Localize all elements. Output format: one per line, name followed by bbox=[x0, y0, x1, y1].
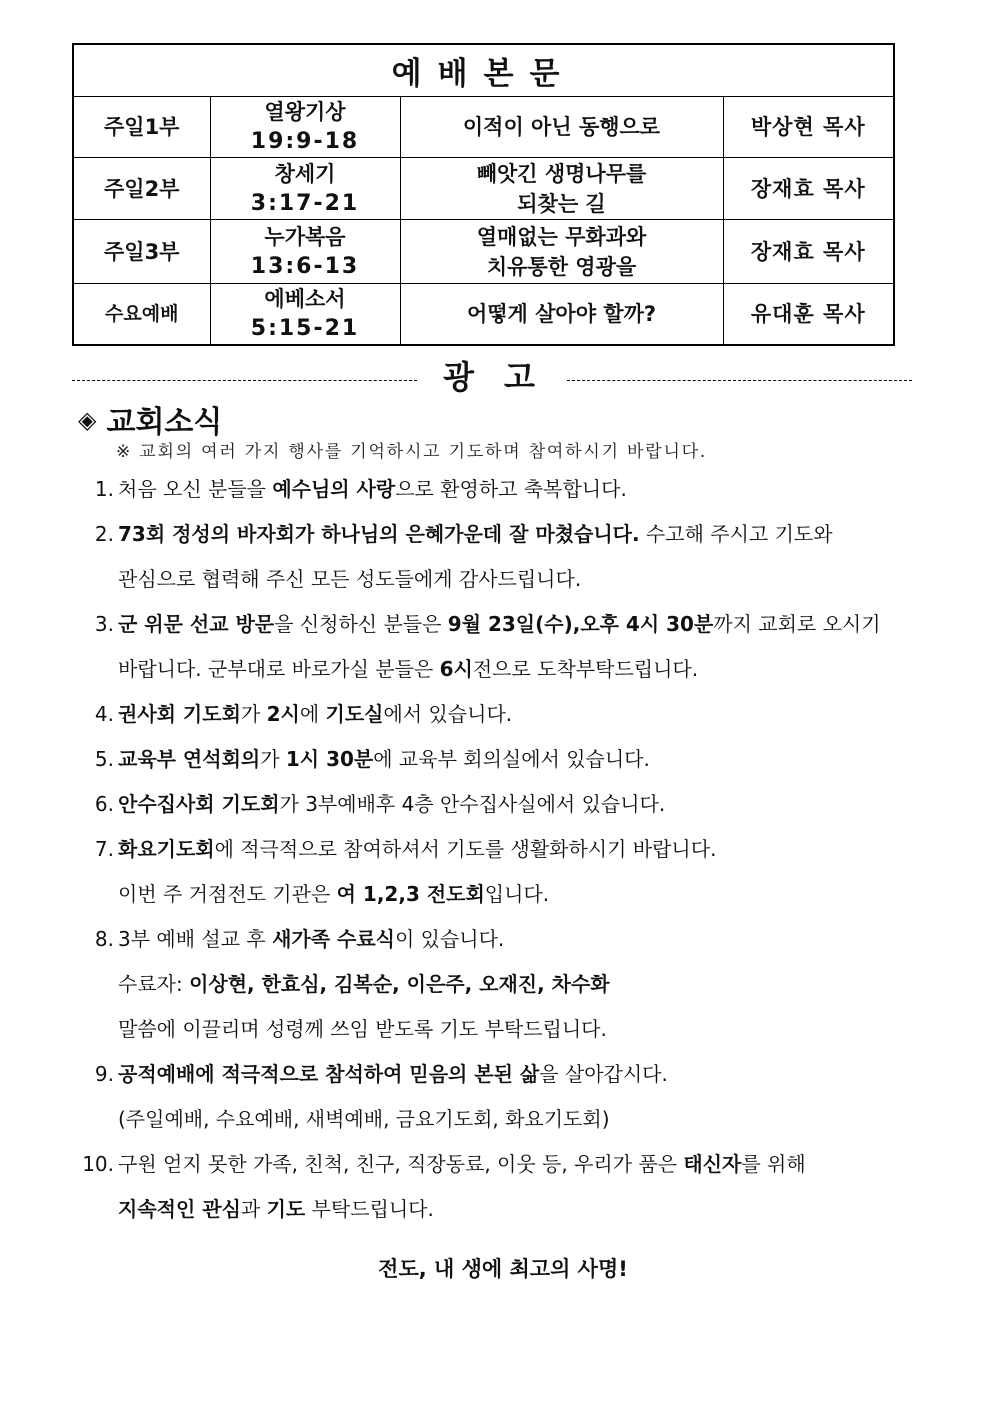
plain-text: 전으로 도착부탁드립니다. bbox=[472, 657, 699, 681]
sermon-title-cell bbox=[400, 220, 723, 284]
news-item-text bbox=[118, 1147, 806, 1181]
news-item-text bbox=[118, 517, 833, 551]
news-item bbox=[70, 1057, 920, 1102]
emphasis-text: 공적예배에 적극적으로 참석하여 믿음의 본된 삶 bbox=[118, 1062, 540, 1086]
schedule-row bbox=[73, 220, 894, 284]
church-news-heading bbox=[78, 397, 222, 441]
news-item-text bbox=[118, 922, 504, 956]
scripture-book: 창세기 bbox=[274, 161, 336, 186]
news-item-continuation bbox=[70, 1012, 920, 1057]
news-item-number: 3. bbox=[94, 612, 114, 636]
plain-text: 에 bbox=[299, 702, 326, 726]
scripture-ref: 3:17-21 bbox=[250, 190, 360, 216]
emphasis-text: 73회 정성의 바자회가 하나님의 은혜가운데 잘 마쳤습니다. bbox=[118, 522, 640, 546]
news-item bbox=[70, 517, 920, 562]
plain-text: 에 교육부 회의실에서 있습니다. bbox=[373, 747, 650, 771]
news-item bbox=[70, 607, 920, 652]
emphasis-text: 9월 23일(수),오후 4시 30분 bbox=[447, 612, 714, 636]
news-item-text bbox=[118, 832, 716, 866]
news-item-number: 8. bbox=[94, 927, 114, 951]
service-name: 주일3부 bbox=[73, 220, 210, 284]
dashed-rule-right bbox=[567, 380, 912, 381]
plain-text: 이 있습니다. bbox=[394, 927, 505, 951]
plain-text: 에서 있습니다. bbox=[383, 702, 513, 726]
service-name: 주일1부 bbox=[73, 97, 210, 158]
news-item-text bbox=[118, 1192, 434, 1226]
plain-text: 수고해 주시고 기도와 bbox=[639, 522, 833, 546]
preacher-name: 장재효 목사 bbox=[723, 158, 894, 220]
diamond-icon: ◈ bbox=[78, 404, 97, 434]
church-news-title: 교회소식 bbox=[106, 405, 223, 440]
emphasis-text: 안수집사회 기도회 bbox=[118, 792, 280, 816]
emphasis-text: 2시 bbox=[266, 702, 300, 726]
emphasis-text: 1시 30분 bbox=[285, 747, 374, 771]
sermon-title-line: 열매없는 무화과와 bbox=[476, 224, 647, 249]
news-notice: ※ 교회의 여러 가지 행사를 기억하시고 기도하며 참여하시기 바랍니다. bbox=[116, 442, 708, 462]
plain-text: 말씀에 이끌리며 성령께 쓰임 받도록 기도 부탁드립니다. bbox=[118, 1017, 607, 1041]
scripture-book: 누가복음 bbox=[264, 224, 346, 249]
dashed-rule-left bbox=[72, 380, 417, 381]
ads-divider bbox=[72, 352, 912, 402]
sermon-title-line: 어떻게 살아야 할까? bbox=[466, 302, 657, 326]
sermon-title-line: 치유통한 영광을 bbox=[486, 254, 637, 279]
news-item bbox=[70, 787, 920, 832]
news-item bbox=[70, 1147, 920, 1192]
emphasis-text: 여 1,2,3 전도회 bbox=[336, 882, 485, 906]
scripture-cell bbox=[210, 220, 400, 284]
emphasis-text: 군 위문 선교 방문 bbox=[118, 612, 275, 636]
plain-text: 3부 예배 설교 후 bbox=[118, 927, 273, 951]
emphasis-text: 권사회 기도회 bbox=[118, 702, 241, 726]
plain-text: 입니다. bbox=[484, 882, 550, 906]
news-item-number: 9. bbox=[94, 1062, 114, 1086]
news-list bbox=[70, 472, 920, 1237]
news-item-text bbox=[118, 742, 650, 776]
scripture-book: 열왕기상 bbox=[264, 100, 346, 124]
news-item bbox=[70, 832, 920, 877]
plain-text: 으로 환영하고 축복합니다. bbox=[395, 477, 627, 501]
plain-text: 을 신청하신 분들은 bbox=[274, 612, 448, 636]
scripture-cell bbox=[210, 284, 400, 346]
plain-text: 를 위해 bbox=[741, 1152, 806, 1176]
scripture-book: 에베소서 bbox=[264, 287, 346, 311]
schedule-row bbox=[73, 284, 894, 346]
schedule-title: 예배본문 bbox=[73, 44, 894, 97]
preacher-name: 박상현 목사 bbox=[723, 97, 894, 158]
sermon-title-cell bbox=[400, 97, 723, 158]
emphasis-text: 기도 bbox=[266, 1197, 306, 1221]
news-item-text bbox=[118, 472, 627, 506]
plain-text: 을 살아갑시다. bbox=[539, 1062, 668, 1086]
plain-text: 가 3부예배후 4층 안수집사실에서 있습니다. bbox=[279, 792, 666, 816]
schedule-row bbox=[73, 97, 894, 158]
news-item-number: 10. bbox=[82, 1152, 114, 1176]
news-item-text bbox=[118, 787, 665, 821]
emphasis-text: 예수님의 사랑 bbox=[272, 477, 396, 501]
news-item-continuation bbox=[70, 562, 920, 607]
emphasis-text: 교육부 연석회의 bbox=[118, 747, 261, 771]
news-item-number: 2. bbox=[94, 522, 114, 546]
news-item-number: 6. bbox=[94, 792, 114, 816]
news-item bbox=[70, 697, 920, 742]
scripture-cell bbox=[210, 158, 400, 220]
service-name: 수요예배 bbox=[73, 284, 210, 346]
preacher-name: 장재효 목사 bbox=[723, 220, 894, 284]
news-item-continuation bbox=[70, 652, 920, 697]
sermon-title-line: 빼앗긴 생명나무를 bbox=[476, 161, 647, 186]
worship-schedule-table bbox=[72, 43, 895, 346]
news-item-text bbox=[118, 652, 698, 686]
news-item-text bbox=[118, 877, 549, 911]
plain-text: 바랍니다. 군부대로 바로가실 분들은 bbox=[118, 657, 440, 681]
plain-text: 까지 교회로 오시기 bbox=[713, 612, 881, 636]
emphasis-text: 기도실 bbox=[325, 702, 384, 726]
plain-text: 이번 주 거점전도 기관은 bbox=[118, 882, 337, 906]
news-item-number: 5. bbox=[94, 747, 114, 771]
plain-text: 부탁드립니다. bbox=[305, 1197, 434, 1221]
scripture-ref: 5:15-21 bbox=[250, 316, 360, 341]
emphasis-text: 이상현, 한효심, 김복순, 이은주, 오재진, 차수화 bbox=[189, 972, 610, 996]
news-item bbox=[70, 922, 920, 967]
news-item-text bbox=[118, 562, 581, 596]
service-name: 주일2부 bbox=[73, 158, 210, 220]
news-item-text bbox=[118, 607, 881, 641]
news-item-text bbox=[118, 1102, 610, 1136]
schedule-row bbox=[73, 158, 894, 220]
plain-text: 구원 얻지 못한 가족, 친척, 친구, 직장동료, 이웃 등, 우리가 품은 bbox=[118, 1152, 684, 1176]
sermon-title-line: 되찾는 길 bbox=[517, 191, 606, 216]
plain-text: 가 bbox=[240, 702, 267, 726]
news-item bbox=[70, 742, 920, 787]
news-item-continuation bbox=[70, 877, 920, 922]
plain-text: 가 bbox=[260, 747, 286, 771]
plain-text: 관심으로 협력해 주신 모든 성도들에게 감사드립니다. bbox=[118, 567, 582, 591]
news-item-text bbox=[118, 1057, 668, 1091]
sermon-title-cell bbox=[400, 284, 723, 346]
emphasis-text: 6시 bbox=[439, 657, 473, 681]
emphasis-text: 지속적인 관심 bbox=[118, 1197, 241, 1221]
news-item-continuation bbox=[70, 1102, 920, 1147]
scripture-ref: 19:9-18 bbox=[250, 129, 360, 154]
emphasis-text: 화요기도회 bbox=[118, 837, 215, 861]
ads-heading: 광고 bbox=[443, 358, 565, 396]
news-item-number: 4. bbox=[94, 702, 114, 726]
sermon-title-cell bbox=[400, 158, 723, 220]
news-item-text bbox=[118, 697, 512, 731]
news-item bbox=[70, 472, 920, 517]
plain-text: 수료자: bbox=[118, 972, 190, 996]
schedule-header-row bbox=[73, 44, 894, 97]
plain-text: 처음 오신 분들을 bbox=[118, 477, 273, 501]
news-item-number: 1. bbox=[94, 477, 114, 501]
preacher-name: 유대훈 목사 bbox=[723, 284, 894, 346]
plain-text: 에 적극적으로 참여하셔서 기도를 생활화하시기 바랍니다. bbox=[214, 837, 717, 861]
news-item-continuation bbox=[70, 1192, 920, 1237]
news-item-number: 7. bbox=[94, 837, 114, 861]
motto: 전도, 내 생에 최고의 사명! bbox=[378, 1257, 628, 1281]
emphasis-text: 태신자 bbox=[683, 1152, 742, 1176]
news-item-text bbox=[118, 967, 610, 1001]
scripture-ref: 13:6-13 bbox=[250, 253, 360, 279]
news-item-text bbox=[118, 1012, 607, 1046]
plain-text: 과 bbox=[240, 1197, 267, 1221]
emphasis-text: 새가족 수료식 bbox=[272, 927, 395, 951]
scripture-cell bbox=[210, 97, 400, 158]
news-item-continuation bbox=[70, 967, 920, 1012]
plain-text: (주일예배, 수요예배, 새벽예배, 금요기도회, 화요기도회) bbox=[118, 1107, 610, 1131]
sermon-title-line: 이적이 아닌 동행으로 bbox=[462, 115, 661, 139]
